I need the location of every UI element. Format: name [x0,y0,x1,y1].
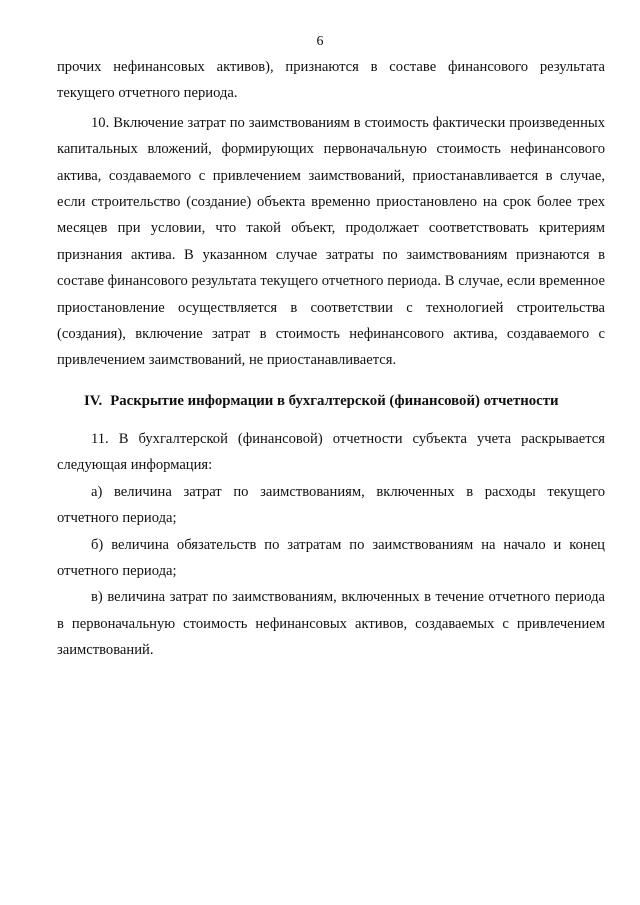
list-item-a: а) величина затрат по заимствованиям, включенных в расходы текущего отчетного периода; [57,483,605,527]
list-item-b: б) величина обязательств по затратам по заимствованиям на начало и конец отчетного периода; [57,536,605,579]
section-heading-number: IV. [84,392,103,409]
section-heading-title: Раскрытие информации в бухгалтерской (финансовой) отчетности [110,392,559,409]
paragraph-11: 11. В бухгалтерской (финансовой) отчетности субъекта учета раскрывается следующая информация: [57,430,605,474]
document-body [57,54,605,664]
paragraph-10: 10. Включение затрат по заимствованиям в стоимость фактически произведенных капитальных вложений, формирующих первоначальную стоимость нефинансового актива, создаваемого с привлечением заимствований, приостанавливается в случае, если строительство (создание) объекта временно приостановлено на срок более трех месяцев при условии, что такой объект, продолжает соответствовать критериям признания актива. В указанном случае затраты по заимствованиям признаются в составе финансового результата текущего отчетного периода. В случае, если временное приостановление осуществляется в соответствии с технологией строительства (создания), включение затрат в стоимость нефинансового актива, создаваемого с привлечением заимствований, не приостанавливается. [57,114,605,369]
section-heading [57,388,605,414]
paragraph-continuation: прочих нефинансовых активов), признаются в составе финансового результата текущего отчетного периода. [57,59,605,102]
page-number: 6 [316,34,324,49]
list-item-c: в) величина затрат по заимствованиям, включенных в течение отчетного периода в первоначальную стоимость нефинансовых активов, создаваемых с привлечением заимствований. [57,589,605,659]
